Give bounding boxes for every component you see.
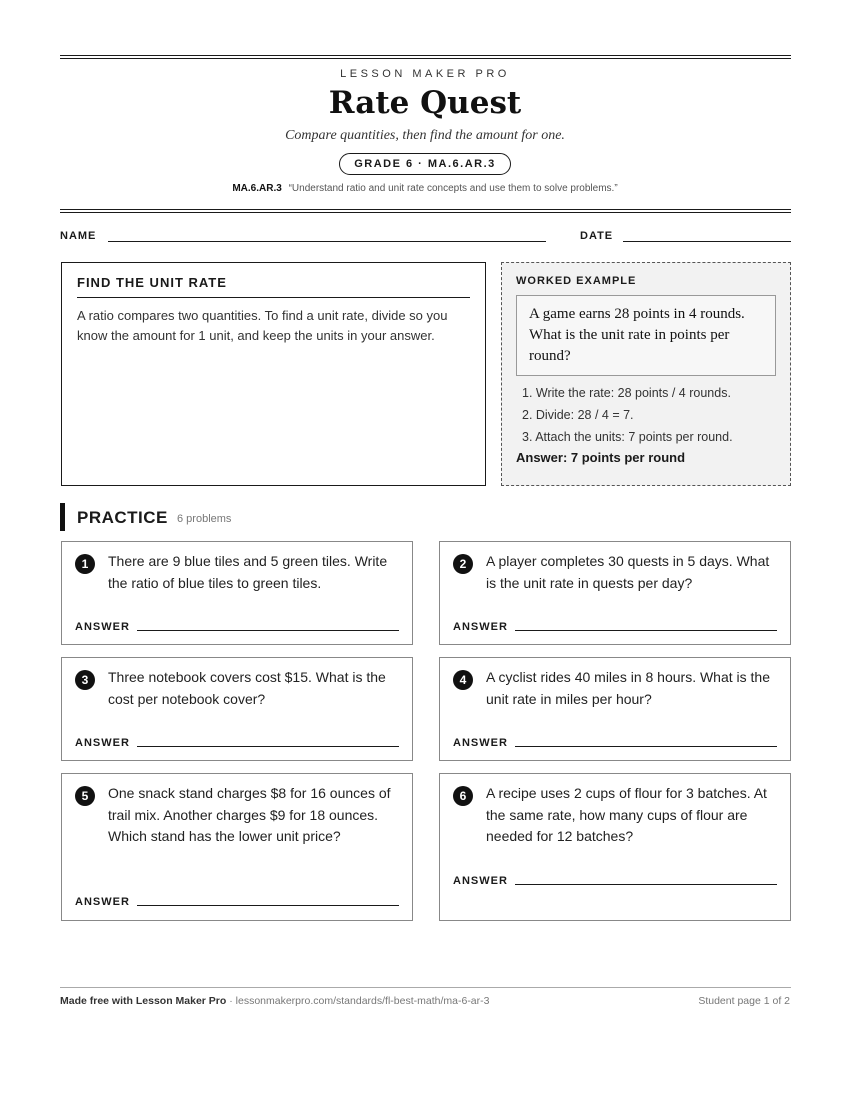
- answer-label: ANSWER: [75, 621, 130, 633]
- problem-text: Three notebook covers cost $15. What is the cost per notebook cover?: [108, 669, 386, 707]
- page-title: Rate Quest: [328, 85, 522, 121]
- problem-number: 6: [453, 786, 473, 806]
- problem-number: 3: [75, 670, 95, 690]
- problem-card-1: [61, 541, 413, 645]
- answer-label: ANSWER: [75, 737, 130, 749]
- example-step: 1. Write the rate: 28 points / 4 rounds.: [522, 386, 731, 400]
- answer-label: ANSWER: [453, 737, 508, 749]
- worked-example-box: [501, 262, 791, 486]
- problem-number: 5: [75, 786, 95, 806]
- standard-code: MA.6.AR.3: [232, 183, 282, 194]
- answer-field[interactable]: [137, 630, 399, 631]
- problem-card-5: [61, 773, 413, 921]
- answer-field[interactable]: [515, 884, 777, 885]
- answer-label: ANSWER: [75, 896, 130, 908]
- standard-text: “Understand ratio and unit rate concepts and use them to solve problems.”: [288, 183, 618, 194]
- grade-badge: GRADE 6 · MA.6.AR.3: [339, 153, 511, 175]
- concept-heading: FIND THE UNIT RATE: [77, 275, 470, 298]
- example-step: 3. Attach the units: 7 points per round.: [522, 430, 733, 444]
- problem-card-6: [439, 773, 791, 921]
- page-subtitle: Compare quantities, then find the amount for one.: [285, 128, 565, 143]
- date-field[interactable]: [623, 241, 791, 242]
- concept-body: A ratio compares two quantities. To find a unit rate, divide so you know the amount for 1 unit, and keep the units in your answer.: [77, 308, 448, 343]
- practice-accent-bar: [60, 503, 65, 531]
- grade-pill-wrap: [0, 153, 850, 175]
- example-answer: Answer: 7 points per round: [516, 450, 686, 465]
- footer-page-number: Student page 1 of 2: [698, 995, 790, 1007]
- example-steps: [516, 382, 776, 448]
- example-problem: A game earns 28 points in 4 rounds. What is the unit rate in points per round?: [516, 295, 776, 376]
- problem-card-3: [61, 657, 413, 761]
- problem-card-2: [439, 541, 791, 645]
- standard-line: [0, 183, 850, 194]
- problem-text: A recipe uses 2 cups of flour for 3 batches. At the same rate, how many cups of flour are needed for 12 batches?: [486, 785, 767, 844]
- example-step: 2. Divide: 28 / 4 = 7.: [522, 408, 634, 422]
- brand-name: LESSON MAKER PRO: [340, 68, 510, 80]
- concept-box: [61, 262, 486, 486]
- problem-text: A player completes 30 quests in 5 days. What is the unit rate in quests per day?: [486, 553, 770, 591]
- example-heading: WORKED EXAMPLE: [516, 275, 637, 287]
- problem-number: 2: [453, 554, 473, 574]
- answer-field[interactable]: [515, 746, 777, 747]
- problem-text: A cyclist rides 40 miles in 8 hours. What is the unit rate in miles per hour?: [486, 669, 770, 707]
- problem-number: 1: [75, 554, 95, 574]
- footer-url[interactable]: · lessonmakerpro.com/standards/fl-best-math/ma-6-ar-3: [226, 995, 490, 1007]
- problem-card-4: [439, 657, 791, 761]
- top-double-rule: [60, 55, 791, 59]
- name-field[interactable]: [108, 241, 546, 242]
- answer-label: ANSWER: [453, 875, 508, 887]
- footer-credit: [60, 995, 489, 1007]
- practice-title: PRACTICE: [77, 508, 168, 527]
- problem-text: There are 9 blue tiles and 5 green tiles. Write the ratio of blue tiles to green tiles.: [108, 553, 388, 591]
- problem-number: 4: [453, 670, 473, 690]
- footer-rule: [60, 987, 791, 988]
- name-label: NAME: [60, 230, 97, 242]
- date-label: DATE: [580, 230, 614, 242]
- answer-field[interactable]: [137, 905, 399, 906]
- answer-field[interactable]: [137, 746, 399, 747]
- practice-count: 6 problems: [177, 513, 232, 525]
- footer-made-with: Made free with Lesson Maker Pro: [60, 995, 227, 1007]
- problem-text: One snack stand charges $8 for 16 ounces of trail mix. Another charges $9 for 18 ounces. Which stand has the lower unit price?: [108, 785, 391, 844]
- answer-field[interactable]: [515, 630, 777, 631]
- answer-label: ANSWER: [453, 621, 508, 633]
- header-bottom-double-rule: [60, 209, 791, 213]
